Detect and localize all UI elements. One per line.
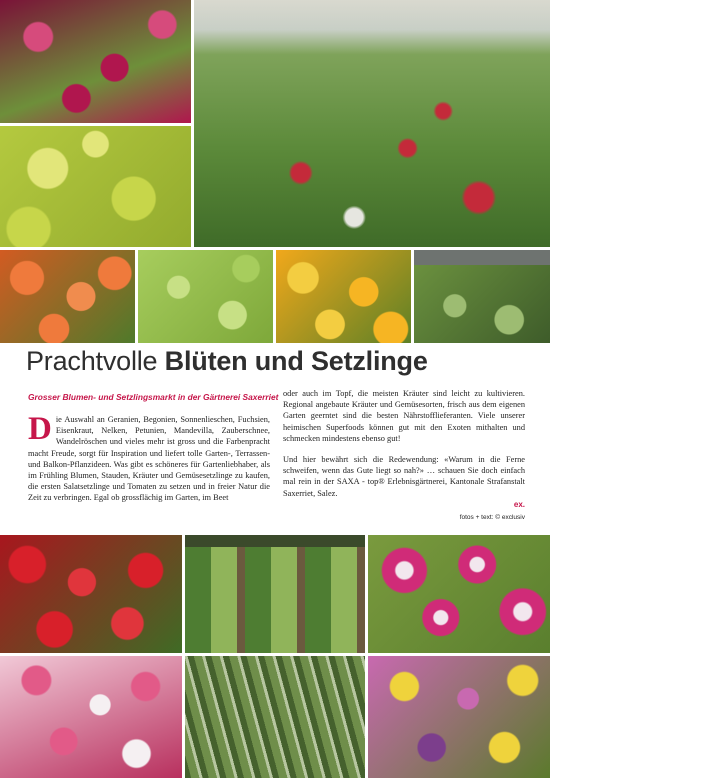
body-column-1: [28, 411, 270, 514]
subtitle: Grosser Blumen- und Setzlingsmarkt in der Gärtnerei Saxerriet: [28, 392, 279, 402]
yellow-marigolds-photo: [276, 250, 411, 343]
red-ranunculus-photo: [0, 535, 182, 653]
body-column-2: [283, 388, 525, 523]
pink-white-petunias-photo: [368, 535, 550, 653]
photo-credit: fotos + text: © exclusiv: [459, 514, 525, 522]
author-initials: ex.: [513, 499, 525, 509]
vegetable-seedlings-photo: [414, 250, 550, 343]
body-paragraph-2: oder auch im Topf, die meisten Kräuter sind leicht zu kultivieren. Regional angebaute Kräuter und Gemüsesorten, frisch aus dem eigenen Garten geerntet sind die besten Nährstofflieferanten. Viele unserer heimischen Superfoods können gut mit den Exoten mithalten und schmecken mindestens ebenso gut!: [283, 389, 525, 443]
greenhouse-geraniums-photo: [194, 0, 716, 247]
yellow-green-leaves-photo: [0, 126, 191, 247]
orange-ranunculus-photo: [0, 250, 135, 343]
headline: [26, 346, 546, 377]
drop-cap: D: [28, 411, 52, 447]
green-seedlings-photo: [138, 250, 273, 343]
pink-begonias-photo: [0, 656, 182, 778]
body-paragraph-1: ie Auswahl an Geranien, Begonien, Sonnenlieschen, Fuchsien, Eisenkraut, Nelken, Petunien, Mandevilla, Zauberschnee, Wandelröschen und vieles mehr ist gross und die Farbenpracht macht Freude, sorgt für Inspiration und liefert tolle Garten-, Terrassen- und Balkon-Pflanzideen. Was gibt es schöneres für Gartenliebhaber, als im Frühling Blumen, Stauden, Kräuter und Gemüsesetzlinge zu kaufen, die ersten Salatsetzlinge und Tomaten zu setzen und in freier Natur die Zeit zu verbringen. Egal ob grossflächig im Garten, im Beet: [28, 415, 270, 503]
headline-light: Prachtvolle: [26, 346, 165, 376]
yellow-purple-violas-photo: [368, 656, 550, 778]
headline-bold: Blüten und Setzlinge: [164, 346, 428, 376]
geraniums-magenta-photo: [0, 0, 191, 123]
page-number: 27: [704, 11, 716, 23]
lavender-herbs-photo: [185, 656, 365, 778]
herb-trays-photo: [185, 535, 365, 653]
body-paragraph-3: Und hier bewährt sich die Redewendung: «Warum in die Ferne schweifen, wenn das Gute liegt so nah?» … schauen Sie doch einfach mal rein in der SAXA - top® Erlebnisgärtnerei, Kantonale Strafanstalt Saxerriet, Salez.: [283, 455, 525, 498]
